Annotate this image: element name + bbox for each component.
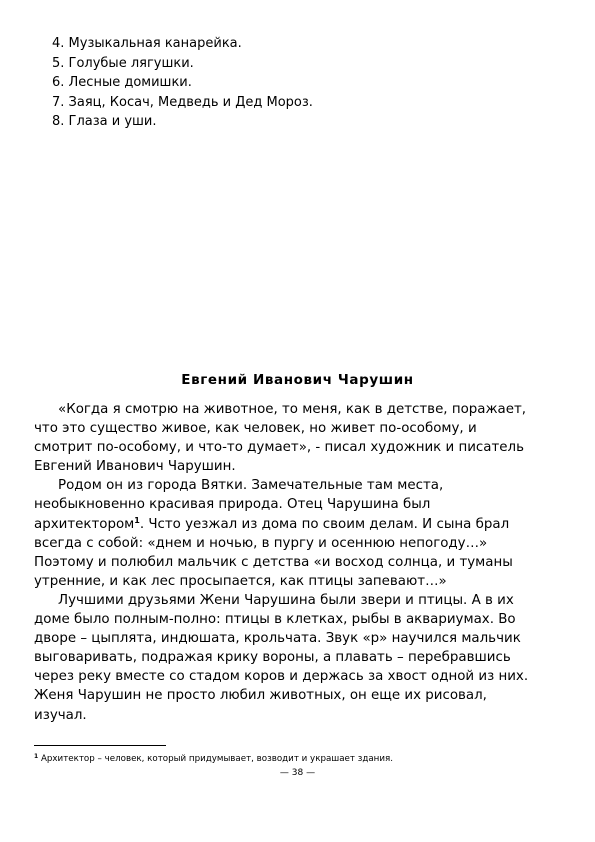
paragraph-1: [34, 400, 564, 476]
text-line: Евгений Иванович Чарушин.: [34, 459, 236, 475]
footnote-reference: 1: [134, 515, 140, 525]
paragraph-2: [34, 476, 564, 591]
text-line: «Когда я смотрю на животное, то меня, как в детстве, поражает,: [58, 402, 527, 417]
text-line: выговаривать, подражая крику вороны, а плавать – перебравшись: [34, 650, 511, 666]
text-line: необыкновенно красивая природа. Отец Чарушина был: [34, 497, 431, 513]
text-line: дворе – цыплята, индюшата, крольчата. Звук «р» научился мальчик: [34, 631, 521, 647]
list-item: 7. Заяц, Косач, Медведь и Дед Мороз.: [52, 94, 313, 110]
text-line: Родом он из города Вятки. Замечательные там места,: [58, 478, 444, 494]
text-fragment: . Чсто уезжал из дома по своим делам. И сына брал: [139, 516, 510, 532]
story-list: [52, 34, 313, 132]
footnote-mark: 1: [34, 753, 39, 760]
text-line: Поэтому и полюбил мальчик с детства «и восход солнца, и туманы: [34, 554, 513, 570]
footnote: [34, 751, 393, 765]
text-fragment: архитектором: [34, 516, 135, 532]
article-title: Евгений Иванович Чарушин: [181, 372, 414, 388]
text-line: Женя Чарушин не просто любил животных, он еще их рисовал,: [34, 688, 487, 704]
article-body: [34, 400, 564, 725]
text-line: доме было полным-полно: птицы в клетках, рыбы в аквариумах. Во: [34, 612, 516, 628]
text-line: что это существо живое, как человек, но живет по-особому, и: [34, 421, 477, 437]
list-item: 5. Голубые лягушки.: [52, 55, 194, 71]
text-line: [34, 515, 564, 534]
footnote-text: Архитектор – человек, который придумывает, возводит и украшает здания.: [38, 754, 393, 764]
page-number: — 38 —: [279, 768, 316, 778]
text-line: изучал.: [34, 707, 87, 723]
list-item: 6. Лесные домишки.: [52, 75, 192, 91]
list-item: 4. Музыкальная канарейка.: [52, 36, 242, 51]
text-line: Лучшими друзьями Жени Чарушина были звери и птицы. А в их: [58, 592, 514, 608]
list-item: 8. Глаза и уши.: [52, 114, 157, 130]
text-line: смотрит по-особому, и что-то думает», - писал художник и писатель: [34, 440, 524, 456]
text-line: утренние, и как лес просыпается, как птицы запевают…»: [34, 573, 447, 589]
paragraph-3: [34, 591, 564, 725]
text-line: через реку вместе со стадом коров и держась за хвост одной из них.: [34, 669, 529, 685]
text-line: всегда с собой: «днем и ночью, в пургу и осеннюю непогоду…»: [34, 535, 488, 551]
footnote-divider: [34, 745, 166, 746]
